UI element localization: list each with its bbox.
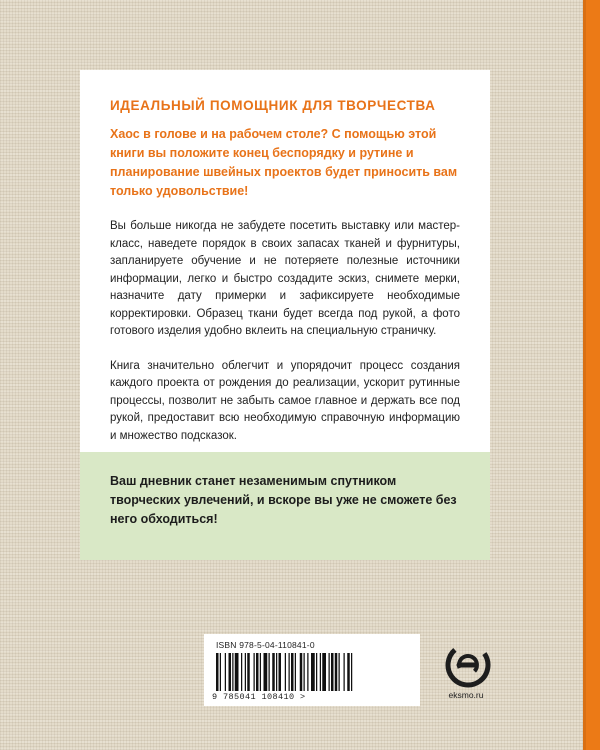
- barcode-box: [204, 634, 420, 706]
- eksmo-logo-icon: [445, 642, 491, 688]
- highlight-text: Ваш дневник станет незаменимым спутником творческих увлечений, и вскоре вы уже не сможете без него обходиться!: [110, 474, 457, 526]
- lead-text: Хаос в голове и на рабочем столе? С помощью этой книги вы положите конец беспорядку и рутине и планирование швейных проектов будет приносить вам только удовольствие!: [110, 127, 458, 198]
- book-spine-edge: [583, 0, 600, 750]
- publisher-site: eksmo.ru: [448, 690, 484, 700]
- panel-title: ИДЕАЛЬНЫЙ ПОМОЩНИК ДЛЯ ТВОРЧЕСТВА: [110, 98, 436, 113]
- paragraph-2: Книга значительно облегчит и упорядочит процесс создания каждого проекта от рождения до реализации, ускорит рутинные процессы, позволит не забыть самое главное и держать все под рукой, предоставит всю необходимую справочную информацию и множество подсказок.: [110, 359, 460, 442]
- isbn-text: ISBN 978-5-04-110841-0: [216, 640, 315, 650]
- barcode-bars-icon: [212, 653, 412, 691]
- paragraph-1: Вы больше никогда не забудете посетить выставку или мастер-класс, наведете порядок в своих запасах тканей и фурнитуры, запланируете обучение и не потеряете полезные источники информации, легко и быстро создадите эскиз, снимете мерки, назначите дату примерки и зафиксируете необходимые корректировки. Образец ткани будет всегда под рукой, а фото готового изделия удобно вклеить на специальную страничку.: [110, 220, 460, 337]
- highlight-panel: [80, 452, 490, 560]
- description-panel: [80, 70, 490, 452]
- barcode-digits: 9 785041 108410 >: [212, 692, 306, 702]
